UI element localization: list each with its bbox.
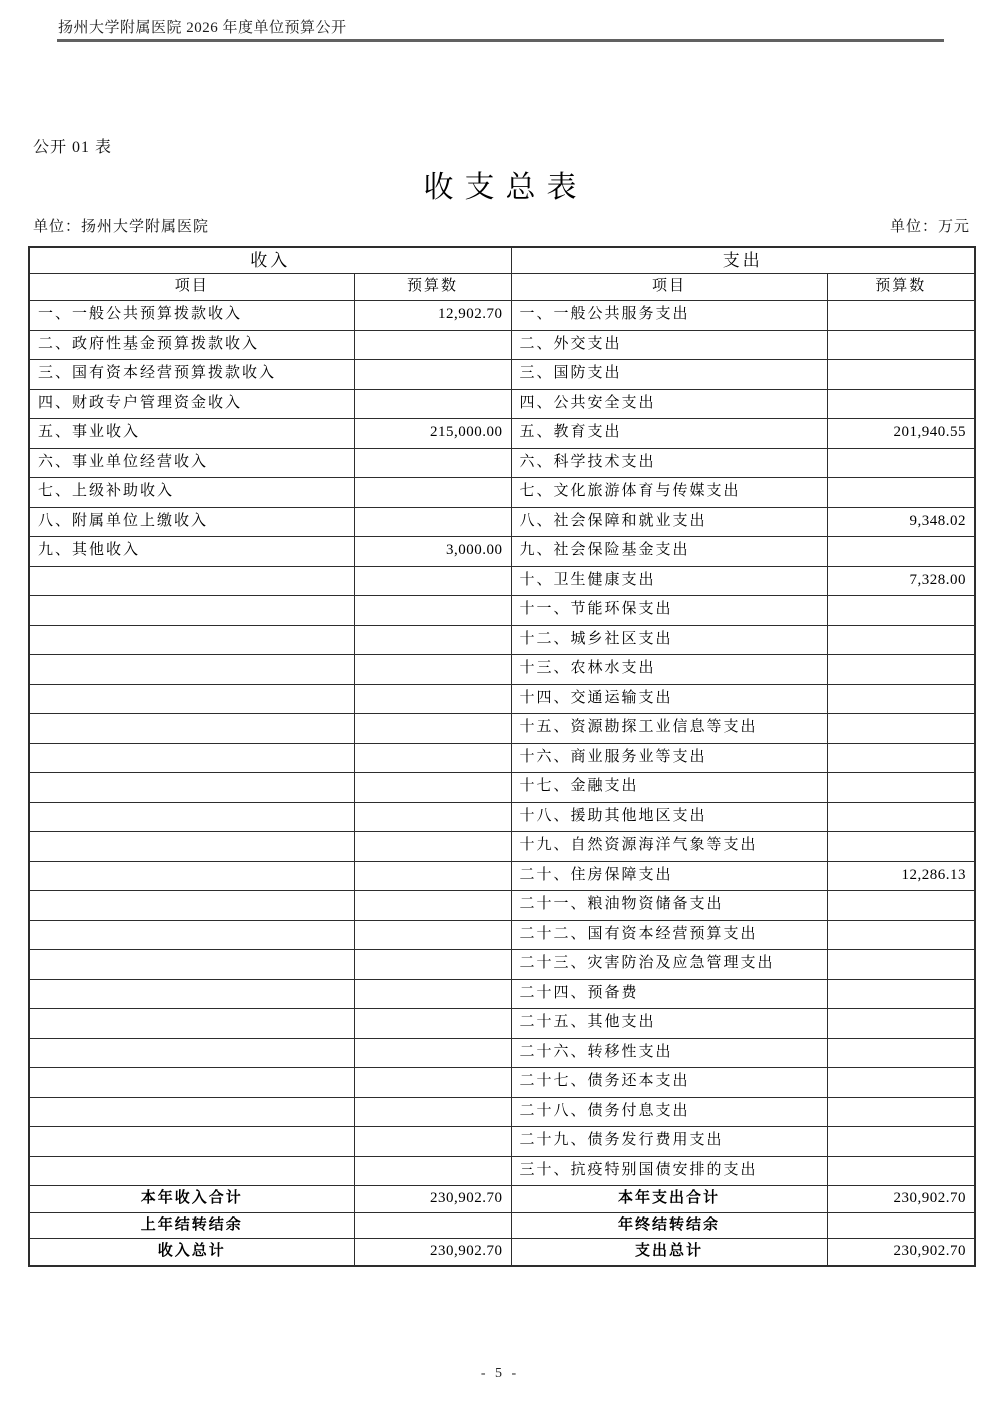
income-value-cell [354, 625, 511, 655]
expense-value-cell [827, 920, 975, 950]
expense-item-cell: 五、教育支出 [511, 419, 827, 449]
income-value-cell [354, 950, 511, 980]
income-item-cell [29, 1097, 354, 1127]
income-value-cell [354, 1097, 511, 1127]
table-row [29, 566, 975, 596]
income-value-cell [354, 1009, 511, 1039]
income-value-cell [354, 1156, 511, 1186]
expense-item-cell: 十二、城乡社区支出 [511, 625, 827, 655]
table-row [29, 979, 975, 1009]
section-header-row [29, 247, 975, 274]
income-total-label-cell: 上年结转结余 [29, 1212, 354, 1239]
income-item-cell [29, 979, 354, 1009]
expense-value-cell: 201,940.55 [827, 419, 975, 449]
table-row [29, 360, 975, 390]
expense-item-cell: 二十六、转移性支出 [511, 1038, 827, 1068]
income-value-cell [354, 802, 511, 832]
income-item-cell [29, 596, 354, 626]
expense-item-cell: 二十九、债务发行费用支出 [511, 1127, 827, 1157]
income-value-cell: 215,000.00 [354, 419, 511, 449]
table-row [29, 1009, 975, 1039]
expense-total-label-cell: 年终结转结余 [511, 1212, 827, 1239]
unit-info-row [33, 215, 970, 236]
expense-value-cell [827, 773, 975, 803]
expense-item-cell: 一、一般公共服务支出 [511, 301, 827, 331]
table-row [29, 950, 975, 980]
income-item-cell [29, 920, 354, 950]
expense-value-cell [827, 1068, 975, 1098]
total-row [29, 1186, 975, 1213]
expense-item-cell: 十四、交通运输支出 [511, 684, 827, 714]
expense-item-cell: 六、科学技术支出 [511, 448, 827, 478]
income-value-cell [354, 655, 511, 685]
total-row [29, 1239, 975, 1266]
table-row [29, 1097, 975, 1127]
expense-value-cell: 9,348.02 [827, 507, 975, 537]
expense-item-cell: 二十二、国有资本经营预算支出 [511, 920, 827, 950]
expense-item-column-header: 项目 [511, 274, 827, 301]
expense-item-cell: 三十、抗疫特别国债安排的支出 [511, 1156, 827, 1186]
income-value-cell [354, 979, 511, 1009]
expense-value-cell [827, 1038, 975, 1068]
income-total-label-cell: 收入总计 [29, 1239, 354, 1266]
header-rule-divider [57, 39, 944, 42]
table-row [29, 773, 975, 803]
expense-item-cell: 十七、金融支出 [511, 773, 827, 803]
expense-item-cell: 九、社会保险基金支出 [511, 537, 827, 567]
table-row [29, 448, 975, 478]
income-item-column-header: 项目 [29, 274, 354, 301]
expense-value-cell [827, 714, 975, 744]
page-number: - 5 - [480, 1366, 520, 1381]
income-item-cell: 六、事业单位经营收入 [29, 448, 354, 478]
expense-item-cell: 二十三、灾害防治及应急管理支出 [511, 950, 827, 980]
income-value-cell [354, 566, 511, 596]
table-row [29, 537, 975, 567]
table-row [29, 596, 975, 626]
income-value-cell [354, 389, 511, 419]
table-row [29, 802, 975, 832]
table-row [29, 832, 975, 862]
expense-item-cell: 八、社会保障和就业支出 [511, 507, 827, 537]
expense-value-cell [827, 596, 975, 626]
expense-value-cell [827, 537, 975, 567]
total-row [29, 1212, 975, 1239]
expense-value-cell [827, 1127, 975, 1157]
income-item-cell: 一、一般公共预算拨款收入 [29, 301, 354, 331]
table-row [29, 1127, 975, 1157]
expense-value-cell [827, 655, 975, 685]
table-row [29, 625, 975, 655]
expense-item-cell: 十五、资源勘探工业信息等支出 [511, 714, 827, 744]
expense-budget-column-header: 预算数 [827, 274, 975, 301]
expense-value-cell [827, 360, 975, 390]
income-budget-column-header: 预算数 [354, 274, 511, 301]
income-item-cell [29, 684, 354, 714]
column-header-row [29, 274, 975, 301]
income-item-cell [29, 714, 354, 744]
unit-name-label: 单位：扬州大学附属医院 [33, 219, 210, 235]
table-row [29, 507, 975, 537]
income-value-cell [354, 478, 511, 508]
table-number-label: 公开 01 表 [33, 139, 113, 156]
income-item-cell [29, 1156, 354, 1186]
expense-item-cell: 二十五、其他支出 [511, 1009, 827, 1039]
expense-value-cell [827, 478, 975, 508]
income-item-cell [29, 655, 354, 685]
expense-value-cell [827, 979, 975, 1009]
income-value-cell [354, 330, 511, 360]
income-item-cell [29, 891, 354, 921]
expense-item-cell: 四、公共安全支出 [511, 389, 827, 419]
income-item-cell: 八、附属单位上缴收入 [29, 507, 354, 537]
income-item-cell [29, 743, 354, 773]
expense-value-cell [827, 950, 975, 980]
income-item-cell [29, 773, 354, 803]
income-value-cell [354, 773, 511, 803]
expense-item-cell: 十三、农林水支出 [511, 655, 827, 685]
table-row [29, 714, 975, 744]
income-item-cell: 三、国有资本经营预算拨款收入 [29, 360, 354, 390]
expense-item-cell: 二十一、粮油物资储备支出 [511, 891, 827, 921]
expense-section-header: 支出 [511, 247, 975, 274]
income-item-cell: 五、事业收入 [29, 419, 354, 449]
income-value-cell [354, 861, 511, 891]
expense-value-cell [827, 625, 975, 655]
expense-total-value-cell: 230,902.70 [827, 1186, 975, 1213]
income-item-cell [29, 566, 354, 596]
income-value-cell [354, 360, 511, 390]
income-value-cell [354, 1068, 511, 1098]
expense-value-cell [827, 802, 975, 832]
table-row [29, 655, 975, 685]
expense-item-cell: 二十八、债务付息支出 [511, 1097, 827, 1127]
income-value-cell [354, 1038, 511, 1068]
expense-total-value-cell: 230,902.70 [827, 1239, 975, 1266]
income-total-value-cell: 230,902.70 [354, 1186, 511, 1213]
income-item-cell: 九、其他收入 [29, 537, 354, 567]
expense-item-cell: 二十、住房保障支出 [511, 861, 827, 891]
income-value-cell [354, 448, 511, 478]
expense-item-cell: 十六、商业服务业等支出 [511, 743, 827, 773]
table-row [29, 1156, 975, 1186]
expense-value-cell [827, 832, 975, 862]
income-section-header: 收入 [29, 247, 511, 274]
document-header-text: 扬州大学附属医院 2026 年度单位预算公开 [58, 20, 347, 36]
income-value-cell: 12,902.70 [354, 301, 511, 331]
unit-currency-label: 单位：万元 [889, 219, 970, 235]
table-row [29, 301, 975, 331]
expense-total-value-cell [827, 1212, 975, 1239]
expense-value-cell [827, 448, 975, 478]
income-item-cell [29, 861, 354, 891]
expense-item-cell: 二十七、债务还本支出 [511, 1068, 827, 1098]
expense-value-cell [827, 330, 975, 360]
income-value-cell: 3,000.00 [354, 537, 511, 567]
table-row [29, 891, 975, 921]
expense-value-cell [827, 1009, 975, 1039]
table-row [29, 1038, 975, 1068]
income-item-cell [29, 1038, 354, 1068]
income-total-value-cell [354, 1212, 511, 1239]
page-title: 收支总表 [423, 171, 588, 204]
income-value-cell [354, 714, 511, 744]
table-row [29, 743, 975, 773]
expense-value-cell: 12,286.13 [827, 861, 975, 891]
income-item-cell [29, 1068, 354, 1098]
expense-item-cell: 二十四、预备费 [511, 979, 827, 1009]
income-item-cell [29, 625, 354, 655]
table-row [29, 861, 975, 891]
expense-total-label-cell: 支出总计 [511, 1239, 827, 1266]
expense-value-cell [827, 1097, 975, 1127]
table-row [29, 389, 975, 419]
income-value-cell [354, 1127, 511, 1157]
expense-value-cell: 7,328.00 [827, 566, 975, 596]
income-item-cell: 七、上级补助收入 [29, 478, 354, 508]
table-row [29, 330, 975, 360]
expense-item-cell: 三、国防支出 [511, 360, 827, 390]
expense-value-cell [827, 743, 975, 773]
expense-value-cell [827, 301, 975, 331]
table-row [29, 684, 975, 714]
budget-summary-table [28, 246, 976, 1267]
expense-item-cell: 二、外交支出 [511, 330, 827, 360]
income-item-cell [29, 950, 354, 980]
income-value-cell [354, 507, 511, 537]
table-row [29, 478, 975, 508]
expense-item-cell: 十、卫生健康支出 [511, 566, 827, 596]
expense-value-cell [827, 1156, 975, 1186]
income-value-cell [354, 920, 511, 950]
expense-item-cell: 七、文化旅游体育与传媒支出 [511, 478, 827, 508]
expense-item-cell: 十八、援助其他地区支出 [511, 802, 827, 832]
income-item-cell: 四、财政专户管理资金收入 [29, 389, 354, 419]
table-row [29, 1068, 975, 1098]
income-value-cell [354, 684, 511, 714]
income-value-cell [354, 891, 511, 921]
table-row [29, 419, 975, 449]
income-item-cell [29, 1127, 354, 1157]
expense-value-cell [827, 891, 975, 921]
expense-item-cell: 十九、自然资源海洋气象等支出 [511, 832, 827, 862]
table-row [29, 920, 975, 950]
income-value-cell [354, 743, 511, 773]
expense-total-label-cell: 本年支出合计 [511, 1186, 827, 1213]
expense-value-cell [827, 389, 975, 419]
budget-table-body [29, 301, 975, 1266]
income-total-value-cell: 230,902.70 [354, 1239, 511, 1266]
income-value-cell [354, 596, 511, 626]
expense-item-cell: 十一、节能环保支出 [511, 596, 827, 626]
income-item-cell [29, 832, 354, 862]
income-item-cell [29, 802, 354, 832]
income-item-cell: 二、政府性基金预算拨款收入 [29, 330, 354, 360]
expense-value-cell [827, 684, 975, 714]
income-item-cell [29, 1009, 354, 1039]
income-total-label-cell: 本年收入合计 [29, 1186, 354, 1213]
income-value-cell [354, 832, 511, 862]
